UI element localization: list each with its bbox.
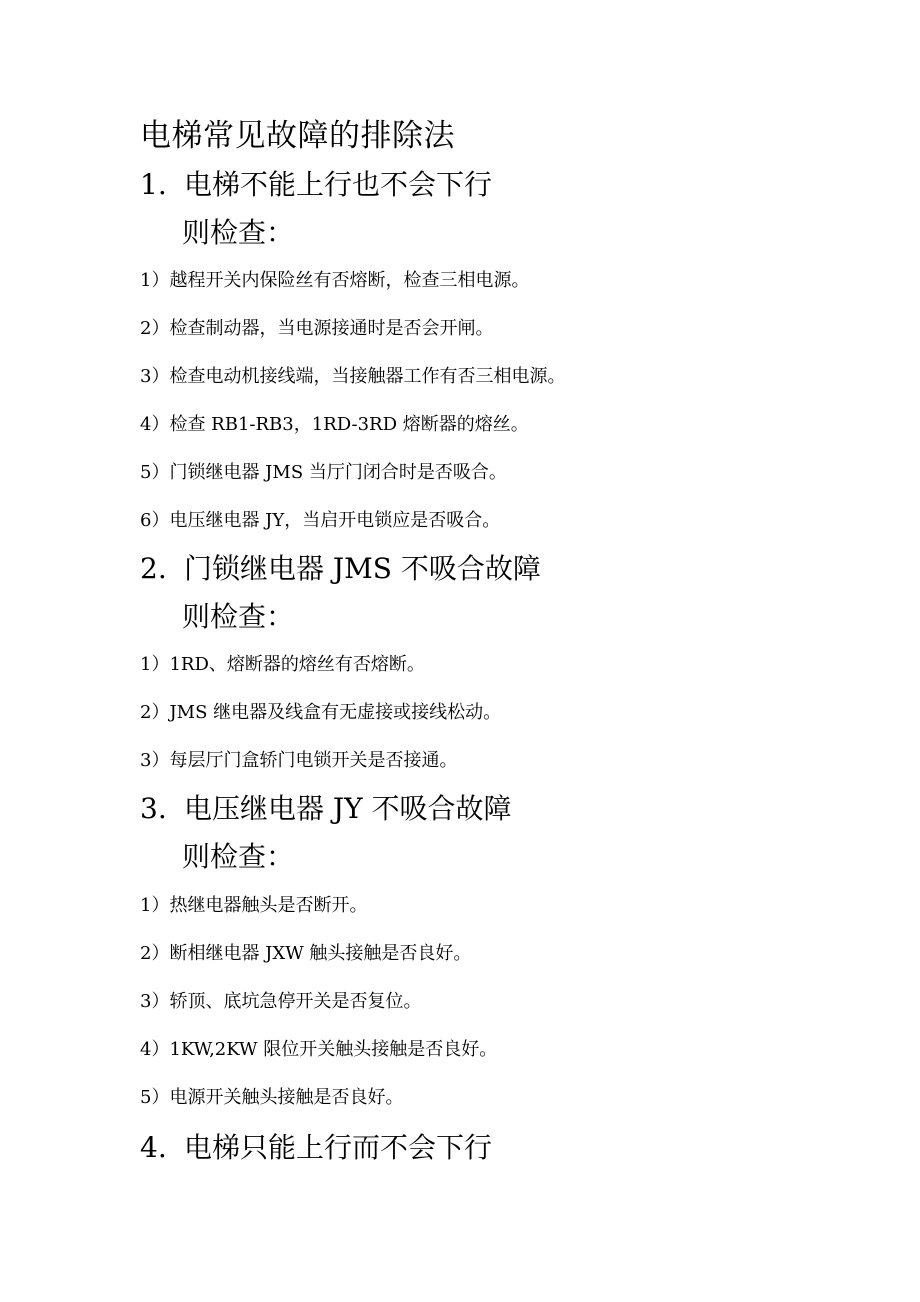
list-item: 2）检查制动器，当电源接通时是否会开闸。 <box>140 318 494 339</box>
section-title: 门锁继电器 JMS 不吸合故障 <box>184 552 541 585</box>
list-item: 4）检查 RB1-RB3，1RD-3RD 熔断器的熔丝。 <box>140 414 529 435</box>
check-label-1: 则检查： <box>182 216 295 249</box>
section-heading-4 <box>140 1128 492 1168</box>
list-item: 5）电源开关触头接触是否良好。 <box>140 1087 404 1108</box>
section-title: 电梯不能上行也不会下行 <box>184 168 493 201</box>
list-item: 1）越程开关内保险丝有否熔断，检查三相电源。 <box>140 270 530 291</box>
list-item: 3）检查电动机接线端，当接触器工作有否三相电源。 <box>140 366 566 387</box>
document-title: 电梯常见故障的排除法 <box>140 118 455 154</box>
section-heading-2 <box>140 549 541 589</box>
list-item: 3）每层厅门盒轿门电锁开关是否接通。 <box>140 750 458 771</box>
section-title: 电压继电器 JY 不吸合故障 <box>184 792 512 825</box>
list-item: 2）断相继电器 JXW 触头接触是否良好。 <box>140 943 472 964</box>
list-item: 6）电压继电器 JY，当启开电锁应是否吸合。 <box>140 510 501 531</box>
check-label-2: 则检查： <box>182 600 295 633</box>
list-item: 4）1KW,2KW 限位开关触头接触是否良好。 <box>140 1039 498 1060</box>
section-number: 2. <box>140 552 167 585</box>
section-heading-3 <box>140 789 512 829</box>
section-heading-1 <box>140 165 492 205</box>
section-number: 1. <box>140 168 167 201</box>
list-item: 1）热继电器触头是否断开。 <box>140 895 368 916</box>
list-item: 3）轿顶、底坑急停开关是否复位。 <box>140 991 422 1012</box>
section-number: 3. <box>140 792 167 825</box>
section-number: 4. <box>140 1131 167 1164</box>
check-label-3: 则检查： <box>182 840 295 873</box>
list-item: 2）JMS 继电器及线盒有无虚接或接线松动。 <box>140 702 502 723</box>
list-item: 5）门锁继电器 JMS 当厅门闭合时是否吸合。 <box>140 462 507 483</box>
section-title: 电梯只能上行而不会下行 <box>184 1131 493 1164</box>
list-item: 1）1RD、熔断器的熔丝有否熔断。 <box>140 654 425 675</box>
